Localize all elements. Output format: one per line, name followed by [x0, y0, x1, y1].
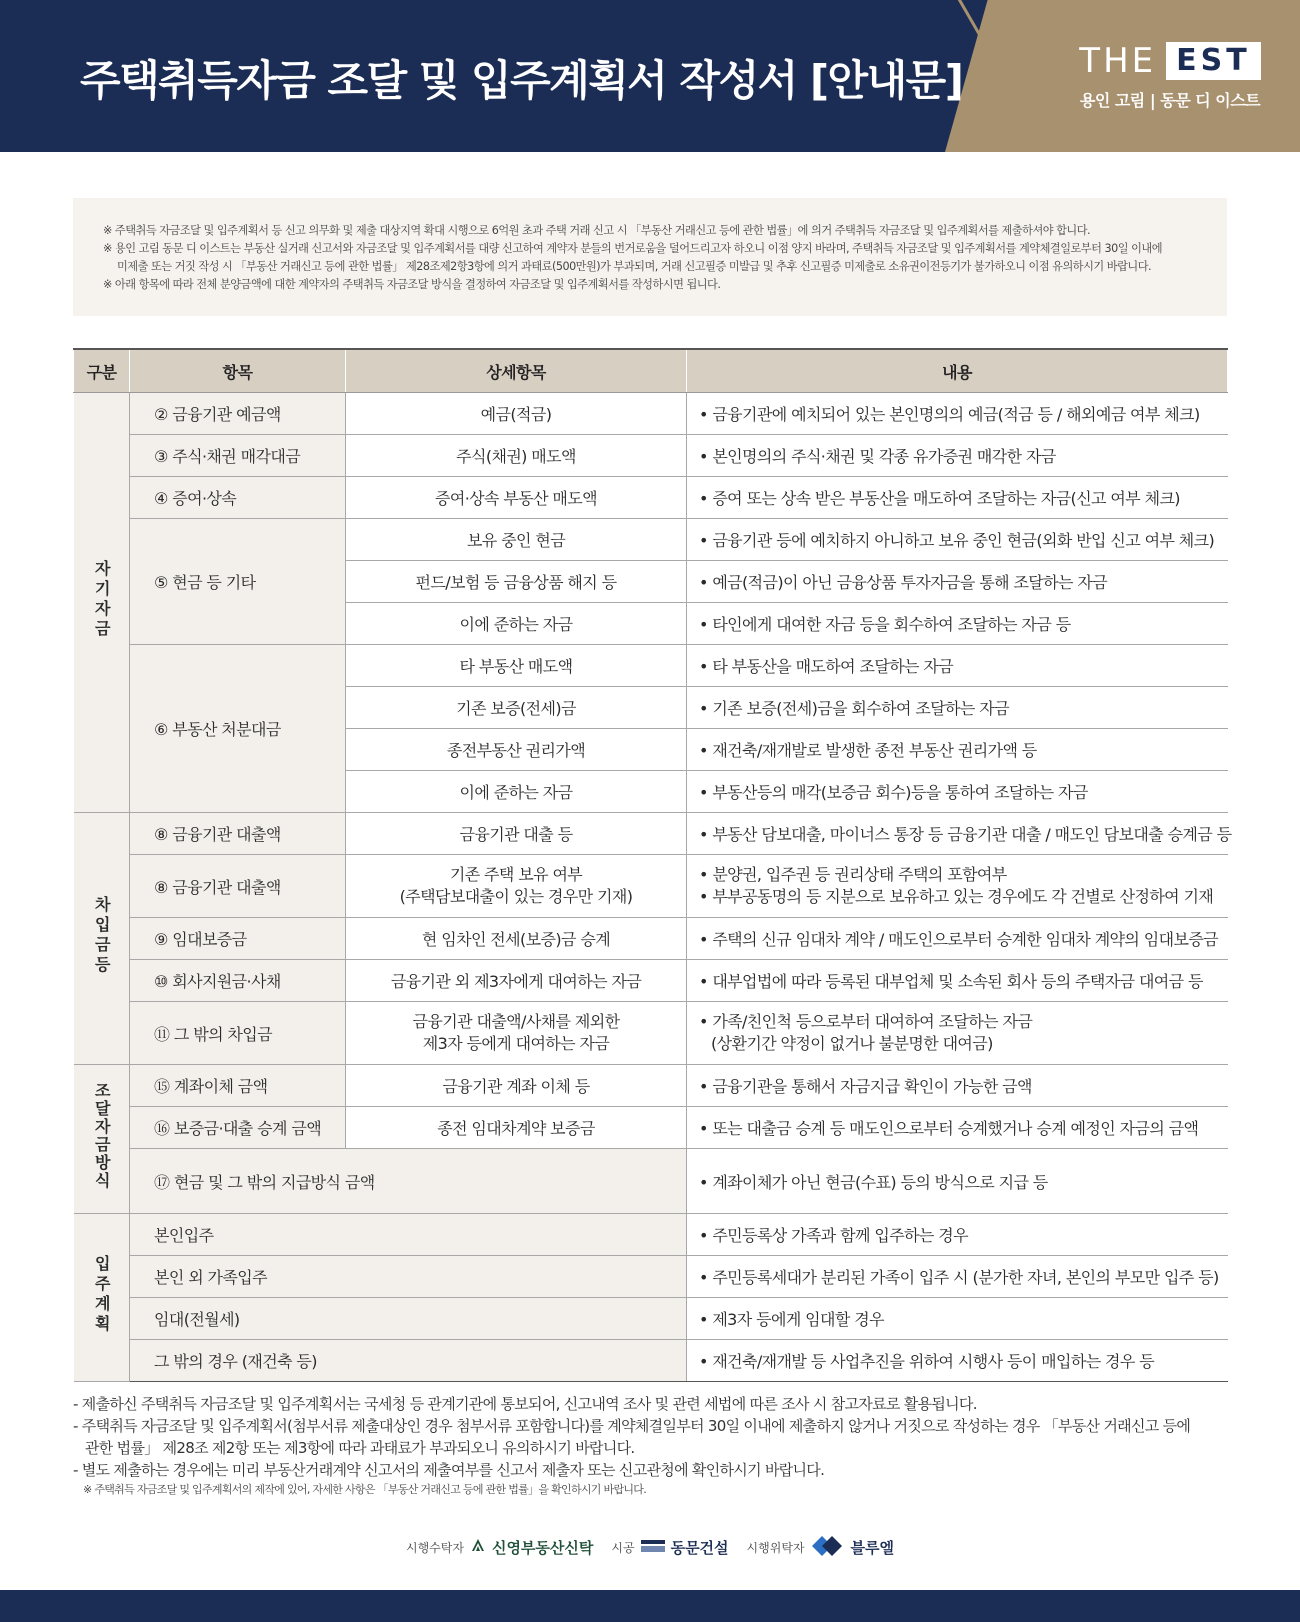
header-item: 항목 — [130, 349, 346, 393]
table-row — [74, 435, 1228, 477]
logo-subtitle: 용인 고림 | 동문 디 이스트 — [1079, 91, 1261, 110]
detail-cell: 기존 보증(전세)금 — [346, 687, 687, 729]
trustee-logo — [406, 1537, 593, 1558]
header-content: 내용 — [687, 349, 1228, 393]
notice-line: ※ 아래 항목에 따라 전체 분양금액에 대한 계약자의 주택취득 자금조달 방식을 결정하여 자금조달 및 입주계획서를 작성하시면 됩니다. — [103, 278, 721, 291]
page-title: 주택취득자금 조달 및 입주계획서 작성서 [안내문] — [80, 56, 963, 105]
table-header-row — [74, 349, 1228, 393]
footnote-small: ※ 주택취득 자금조달 및 입주계획서의 제작에 있어, 자세한 사항은 「부동산 거래신고 등에 관한 법률」을 확인하시기 바랍니다. — [83, 1483, 647, 1496]
detail-cell: 종전 임대차계약 보증금 — [346, 1107, 687, 1149]
item-cell: 임대(전월세) — [130, 1298, 687, 1340]
content-cell: • 재건축/재개발로 발생한 종전 부동산 권리가액 등 — [687, 729, 1228, 771]
detail-cell: 보유 중인 현금 — [346, 519, 687, 561]
logo-the: THE — [1079, 41, 1157, 81]
detail-cell: 종전부동산 권리가액 — [346, 729, 687, 771]
table-row — [74, 855, 1228, 918]
item-cell: ⑧ 금융기관 대출액 — [130, 813, 346, 855]
content-line: • 부부공동명의 등 지분으로 보유하고 있는 경우에도 각 건별로 산정하여 기재 — [699, 887, 1214, 906]
footnotes — [73, 1393, 1233, 1499]
content-cell: • 금융기관 등에 예치하지 아니하고 보유 중인 현금(외화 반입 신고 여부 체크) — [687, 519, 1228, 561]
table-row — [74, 813, 1228, 855]
header-gubun: 구분 — [74, 349, 130, 393]
item-cell: ⑥ 부동산 처분대금 — [130, 645, 346, 813]
item-cell: ⑯ 보증금·대출 승계 금액 — [130, 1107, 346, 1149]
table-row — [74, 960, 1228, 1002]
group-label: 조달자금방식 — [92, 1082, 112, 1190]
notice-line: 미제출 또는 거짓 작성 시 「부동산 거래신고 등에 관한 법률」 제28조제2항3항에 의거 과태료(500만원)가 부과되며, 거래 신고필증 미발급 및 추후 신고필증 미제출로 소유권이전등기가 불가하오니 이점 유의하시기 바랍니다. — [117, 260, 1152, 273]
agent-label: 시행위탁자 — [746, 1541, 805, 1555]
item-cell: 본인입주 — [130, 1214, 687, 1256]
content-cell: • 예금(적금)이 아닌 금융상품 투자자금을 통해 조달하는 자금 — [687, 561, 1228, 603]
content-line: (상환기간 약정이 없거나 불분명한 대여금) — [711, 1034, 993, 1053]
notice-line: ※ 주택취득 자금조달 및 입주계획서 등 신고 의무화 및 제출 대상지역 확대 시행으로 6억원 초과 주택 거래 신고 시 「부동산 거래신고 등에 관한 법률」에 의거 주택취득 자금조달 및 입주계획서를 제출하셔야 합니다. — [103, 224, 1091, 237]
group-label: 차입금등 — [92, 895, 112, 976]
content-line: • 가족/친인척 등으로부터 대여하여 조달하는 자금 — [699, 1012, 1033, 1031]
trustee-label: 시행수탁자 — [405, 1541, 464, 1555]
group-label: 자기자금 — [92, 559, 112, 640]
builder-name: 동문건설 — [670, 1539, 729, 1557]
content-cell: • 본인명의의 주식·채권 및 각종 유가증권 매각한 자금 — [687, 435, 1228, 477]
footnote-line: - 주택취득 자금조달 및 입주계획서(첨부서류 제출대상인 경우 첨부서류 포함합니다)를 계약체결일부터 30일 이내에 제출하지 않거나 거짓으로 작성하는 경우 「부동산 거래신고 등에 — [73, 1417, 1191, 1435]
table-row — [74, 393, 1228, 435]
group-own-funds — [74, 393, 130, 813]
footnote-line: - 별도 제출하는 경우에는 미리 부동산거래계약 신고서의 제출여부를 신고서 제출자 또는 신고관청에 확인하시기 바랍니다. — [73, 1461, 825, 1479]
table-row — [74, 1002, 1228, 1065]
footer-bar — [0, 1590, 1300, 1622]
detail-cell: 현 임차인 전세(보증)금 승계 — [346, 918, 687, 960]
item-cell: ⑰ 현금 및 그 밖의 지급방식 금액 — [130, 1149, 687, 1214]
detail-cell — [346, 855, 687, 918]
content-cell: • 기존 보증(전세)금을 회수하여 조달하는 자금 — [687, 687, 1228, 729]
table-row — [74, 918, 1228, 960]
partner-logos — [0, 1535, 1300, 1560]
builder-logo — [611, 1537, 728, 1558]
item-cell: ⑨ 임대보증금 — [130, 918, 346, 960]
content-cell: • 금융기관에 예치되어 있는 본인명의의 예금(적금 등 / 해외예금 여부 체크) — [687, 393, 1228, 435]
agent-name: 블루엘 — [850, 1539, 894, 1557]
detail-line: 기존 주택 보유 여부 — [449, 865, 583, 884]
agent-logo — [747, 1535, 894, 1560]
content-cell: • 계좌이체가 아닌 현금(수표) 등의 방식으로 지급 등 — [687, 1149, 1228, 1214]
detail-cell: 이에 준하는 자금 — [346, 603, 687, 645]
item-cell: ⑤ 현금 등 기타 — [130, 519, 346, 645]
content-cell: • 제3자 등에게 임대할 경우 — [687, 1298, 1228, 1340]
trustee-name: 신영부동산신탁 — [491, 1539, 594, 1557]
header-detail: 상세항목 — [346, 349, 687, 393]
group-payment-method — [74, 1065, 130, 1214]
content-cell — [687, 855, 1228, 918]
table-row — [74, 1107, 1228, 1149]
table-row — [74, 1340, 1228, 1382]
content-cell: • 또는 대출금 승계 등 매도인으로부터 승계했거나 승계 예정인 자금의 금액 — [687, 1107, 1228, 1149]
item-cell: ⑮ 계좌이체 금액 — [130, 1065, 346, 1107]
detail-cell: 예금(적금) — [346, 393, 687, 435]
content-cell: • 주택의 신규 임대차 계약 / 매도인으로부터 승계한 임대차 계약의 임대보증금 — [687, 918, 1228, 960]
detail-cell: 금융기관 계좌 이체 등 — [346, 1065, 687, 1107]
detail-line: 금융기관 대출액/사채를 제외한 — [412, 1012, 620, 1031]
detail-cell — [346, 1002, 687, 1065]
content-cell: • 재건축/재개발 등 사업추진을 위하여 시행사 등이 매입하는 경우 등 — [687, 1340, 1228, 1382]
detail-cell: 금융기관 외 제3자에게 대여하는 자금 — [346, 960, 687, 1002]
table-row — [74, 1149, 1228, 1214]
table-row — [74, 1065, 1228, 1107]
header-banner — [0, 0, 1300, 152]
table-row — [74, 1214, 1228, 1256]
detail-line: (주택담보대출이 있는 경우만 기재) — [399, 887, 633, 906]
item-cell: 그 밖의 경우 (재건축 등) — [130, 1340, 687, 1382]
item-cell: ⑪ 그 밖의 차입금 — [130, 1002, 346, 1065]
item-cell: ⑧ 금융기관 대출액 — [130, 855, 346, 918]
content-cell: • 대부업법에 따라 등록된 대부업체 및 소속된 회사 등의 주택자금 대여금 등 — [687, 960, 1228, 1002]
item-cell: ③ 주식·채권 매각대금 — [130, 435, 346, 477]
content-cell: • 타 부동산을 매도하여 조달하는 자금 — [687, 645, 1228, 687]
detail-line: 제3자 등에게 대여하는 자금 — [422, 1034, 610, 1053]
detail-cell: 펀드/보험 등 금융상품 해지 등 — [346, 561, 687, 603]
table-row — [74, 645, 1228, 687]
logo-est: EST — [1166, 42, 1261, 80]
content-cell — [687, 1002, 1228, 1065]
content-line: • 분양권, 입주권 등 권리상태 주택의 포함여부 — [699, 865, 1007, 884]
content-cell: • 부동산등의 매각(보증금 회수)등을 통하여 조달하는 자금 — [687, 771, 1228, 813]
content-cell: • 타인에게 대여한 자금 등을 회수하여 조달하는 자금 등 — [687, 603, 1228, 645]
detail-cell: 타 부동산 매도액 — [346, 645, 687, 687]
content-cell: • 증여 또는 상속 받은 부동산을 매도하여 조달하는 자금(신고 여부 체크) — [687, 477, 1228, 519]
table-row — [74, 477, 1228, 519]
item-cell: 본인 외 가족입주 — [130, 1256, 687, 1298]
detail-cell: 금융기관 대출 등 — [346, 813, 687, 855]
trustee-leaf-icon — [470, 1538, 486, 1557]
item-cell: ④ 증여·상속 — [130, 477, 346, 519]
footnote-line: - 제출하신 주택취득 자금조달 및 입주계획서는 국세청 등 관계기관에 통보되어, 신고내역 조사 및 관련 세법에 따른 조사 시 참고자료로 활용됩니다. — [73, 1395, 977, 1413]
notice-line: ※ 용인 고림 동문 디 이스트는 부동산 실거래 신고서와 자금조달 및 입주계획서를 대량 신고하여 계약자 분들의 번거로움을 덜어드리고자 하오니 이점 양지 바라며, 주택취득 자금조달 및 입주계획서를 계약체결일로부터 30일 이내에 — [103, 242, 1162, 255]
agent-diamond-icon — [811, 1535, 845, 1560]
content-cell: • 금융기관을 통해서 자금지급 확인이 가능한 금액 — [687, 1065, 1228, 1107]
notice-box — [73, 198, 1227, 316]
footnote-line: 관한 법률」 제28조 제2항 또는 제3항에 따라 과태료가 부과되오니 유의하시기 바랍니다. — [85, 1439, 635, 1457]
detail-cell: 이에 준하는 자금 — [346, 771, 687, 813]
detail-cell: 증여·상속 부동산 매도액 — [346, 477, 687, 519]
table-row — [74, 1298, 1228, 1340]
group-borrowed-funds — [74, 813, 130, 1065]
content-cell: • 주민등록상 가족과 함께 입주하는 경우 — [687, 1214, 1228, 1256]
table-row — [74, 519, 1228, 561]
builder-bars-icon — [641, 1538, 665, 1557]
item-cell: ② 금융기관 예금액 — [130, 393, 346, 435]
detail-cell: 주식(채권) 매도액 — [346, 435, 687, 477]
brand-logo — [1070, 42, 1270, 111]
funding-plan-table — [73, 348, 1232, 1382]
content-cell: • 부동산 담보대출, 마이너스 통장 등 금융기관 대출 / 매도인 담보대출 승계금 등 — [687, 813, 1228, 855]
item-cell: ⑩ 회사지원금·사채 — [130, 960, 346, 1002]
table-row — [74, 1256, 1228, 1298]
builder-label: 시공 — [611, 1541, 635, 1555]
group-move-in-plan — [74, 1214, 130, 1382]
group-label: 입주계획 — [92, 1254, 112, 1335]
content-cell: • 주민등록세대가 분리된 가족이 입주 시 (분가한 자녀, 본인의 부모만 입주 등) — [687, 1256, 1228, 1298]
